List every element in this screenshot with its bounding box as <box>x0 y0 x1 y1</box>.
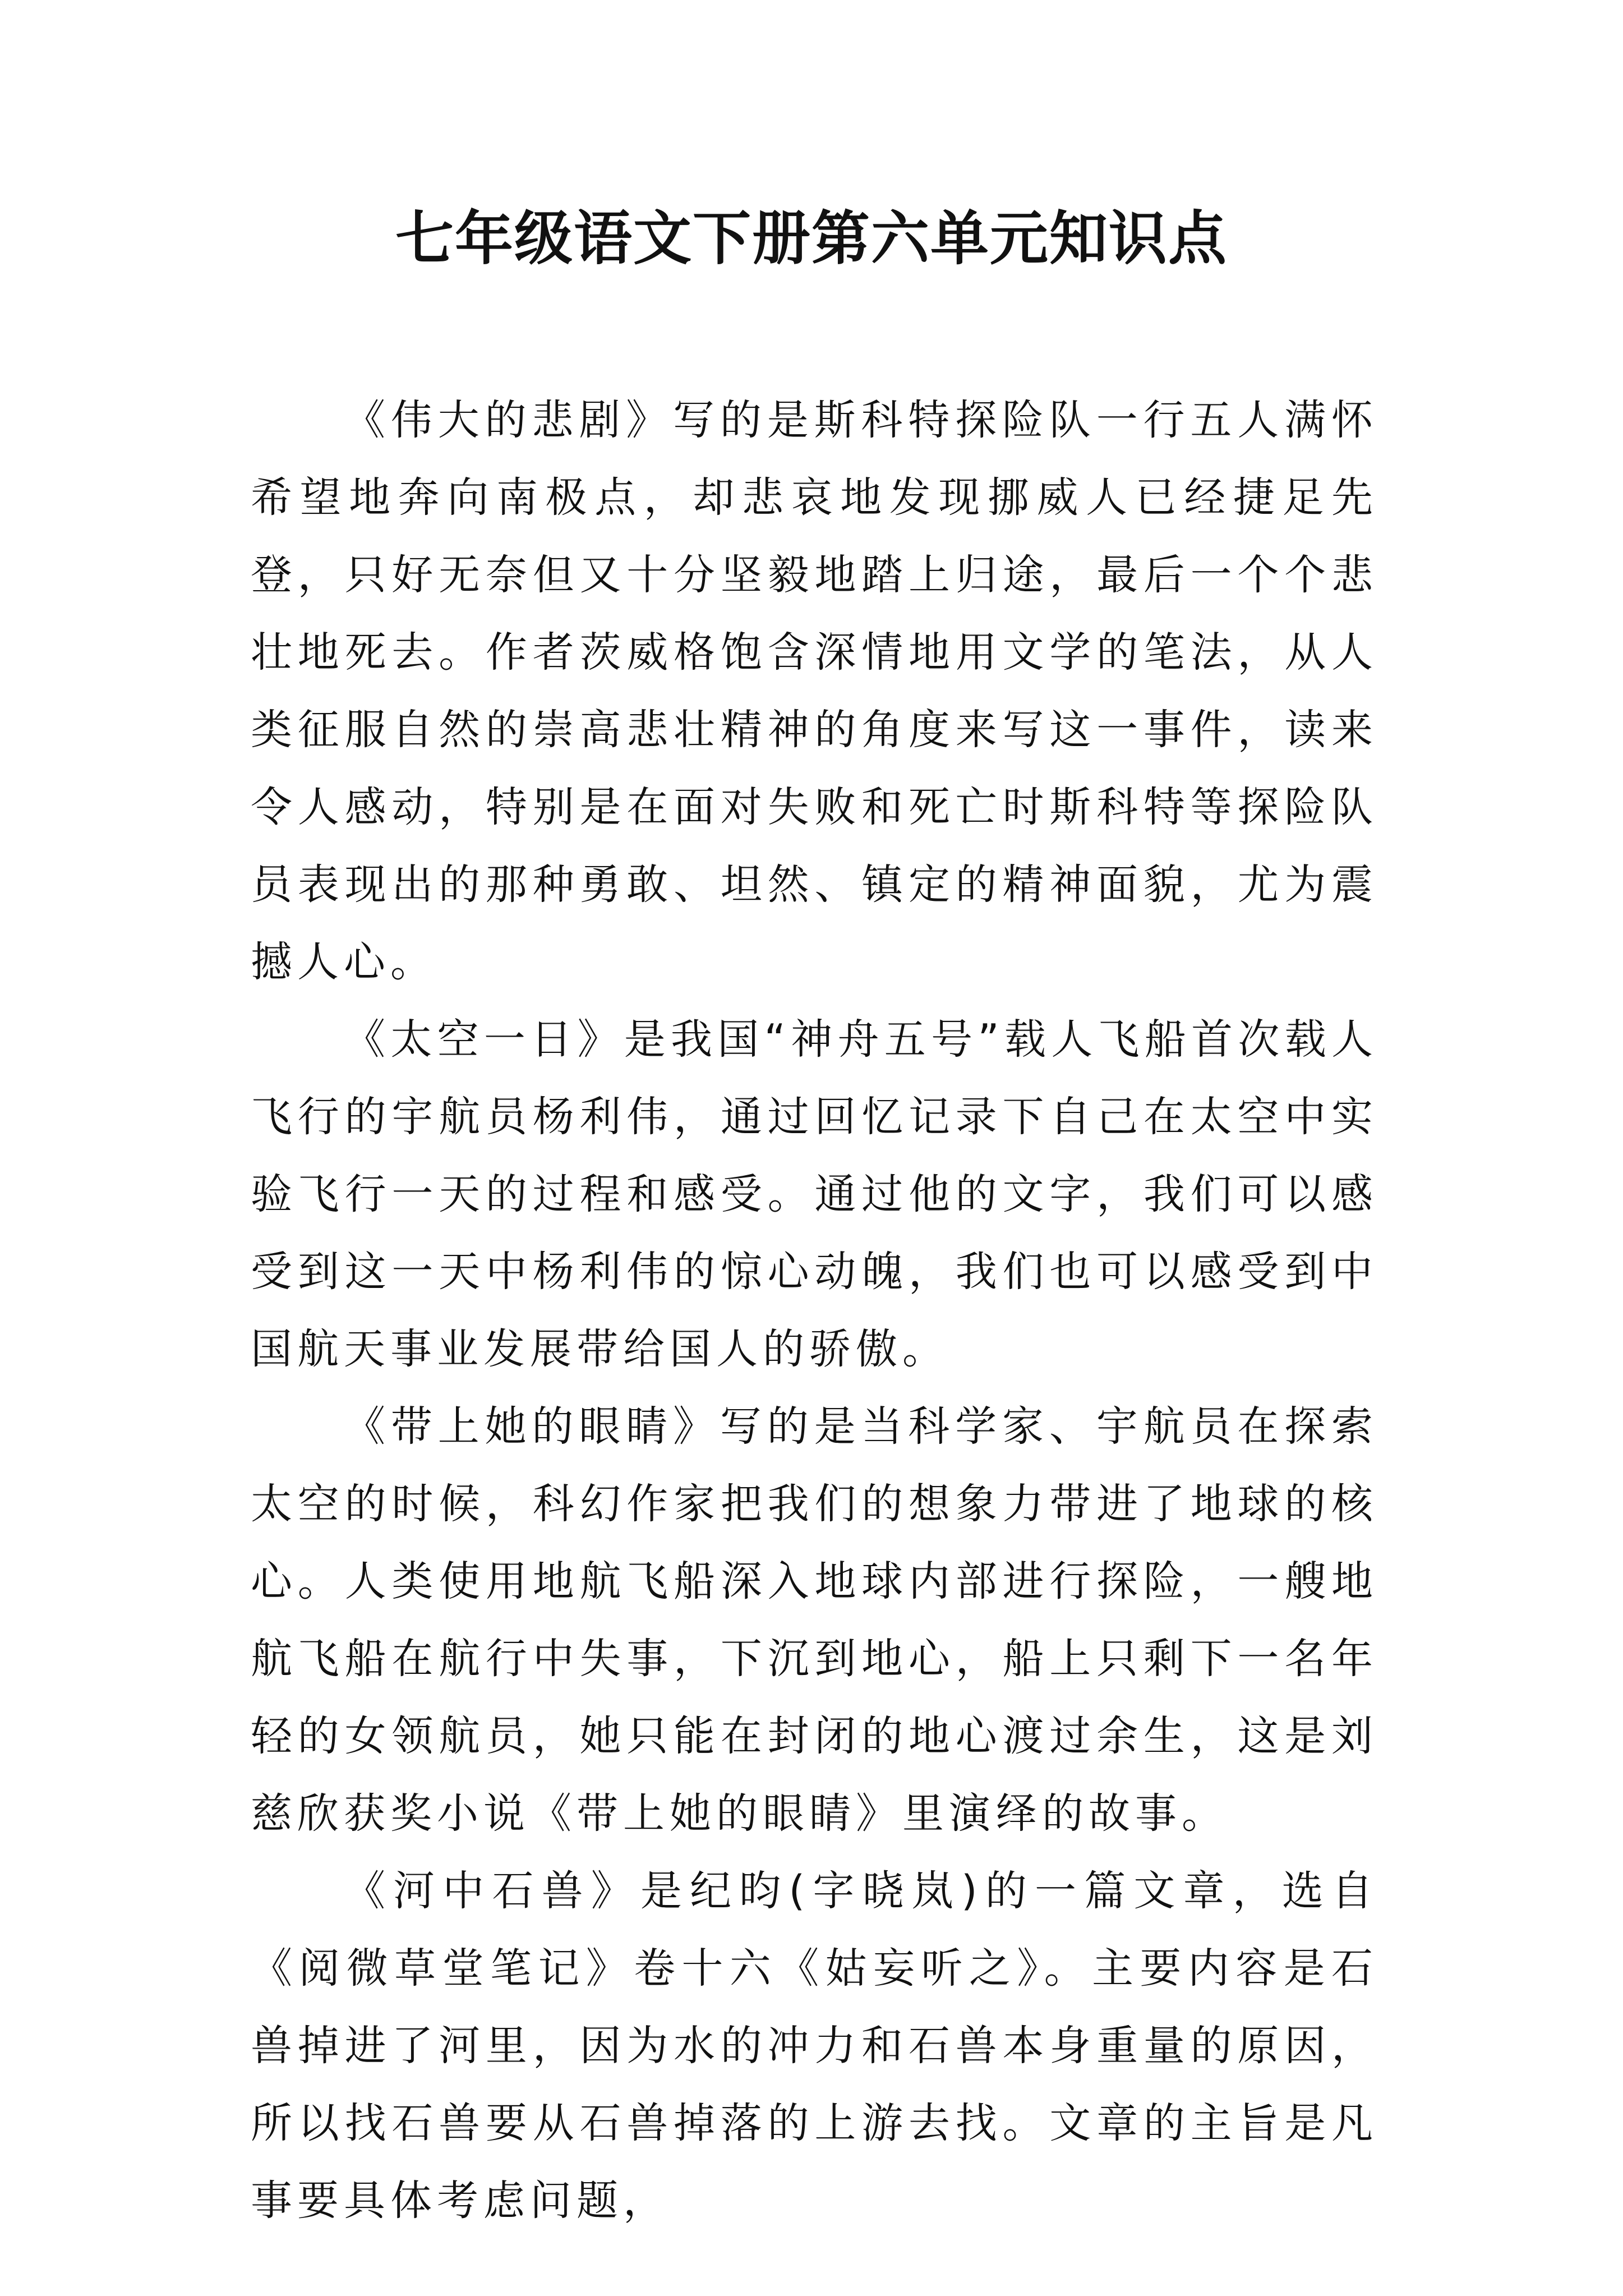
page-title: 七年级语文下册第六单元知识点 <box>395 204 1228 273</box>
paragraph-great-tragedy: 《伟大的悲剧》写的是斯科特探险队一行五人满怀希望地奔向南极点，却悲哀地发现挪威人已经捷足先登，只好无奈但又十分坚毅地踏上归途，最后一个个悲壮地死去。作者茨威格饱含深情地用文学的笔法，从人类征服自然的崇高悲壮精神的角度来写这一事件，读来令人感动，特别是在面对失败和死亡时斯科特等探险队员表现出的那种勇敢、坦然、镇定的精神面貌，尤为震撼人心。 <box>251 396 1378 986</box>
paragraph-stone-beast: 《河中石兽》是纪昀(字晓岚)的一篇文章，选自《阅微草堂笔记》卷十六《姑妄听之》。主要内容是石兽掉进了河里，因为水的冲力和石兽本身重量的原因，所以找石兽要从石兽掉落的上游去找。文章的主旨是凡事要具体考虑问题， <box>251 1867 1378 2225</box>
document-body <box>251 381 1378 2239</box>
paragraph-a-day-in-space: 《太空一日》是我国“神舟五号”载人飞船首次载人飞行的宇航员杨利伟，通过回忆记录下自己在太空中实验飞行一天的过程和感受。通过他的文字，我们可以感受到这一天中杨利伟的惊心动魄，我们也可以感受到中国航天事业发展带给国人的骄傲。 <box>251 1015 1378 1373</box>
paragraph-take-her-eyes: 《带上她的眼睛》写的是当科学家、宇航员在探索太空的时候，科幻作家把我们的想象力带进了地球的核心。人类使用地航飞船深入地球内部进行探险，一艘地航飞船在航行中失事，下沉到地心，船上只剩下一名年轻的女领航员，她只能在封闭的地心渡过余生，这是刘慈欣获奖小说《带上她的眼睛》里演绎的故事。 <box>251 1402 1378 1838</box>
